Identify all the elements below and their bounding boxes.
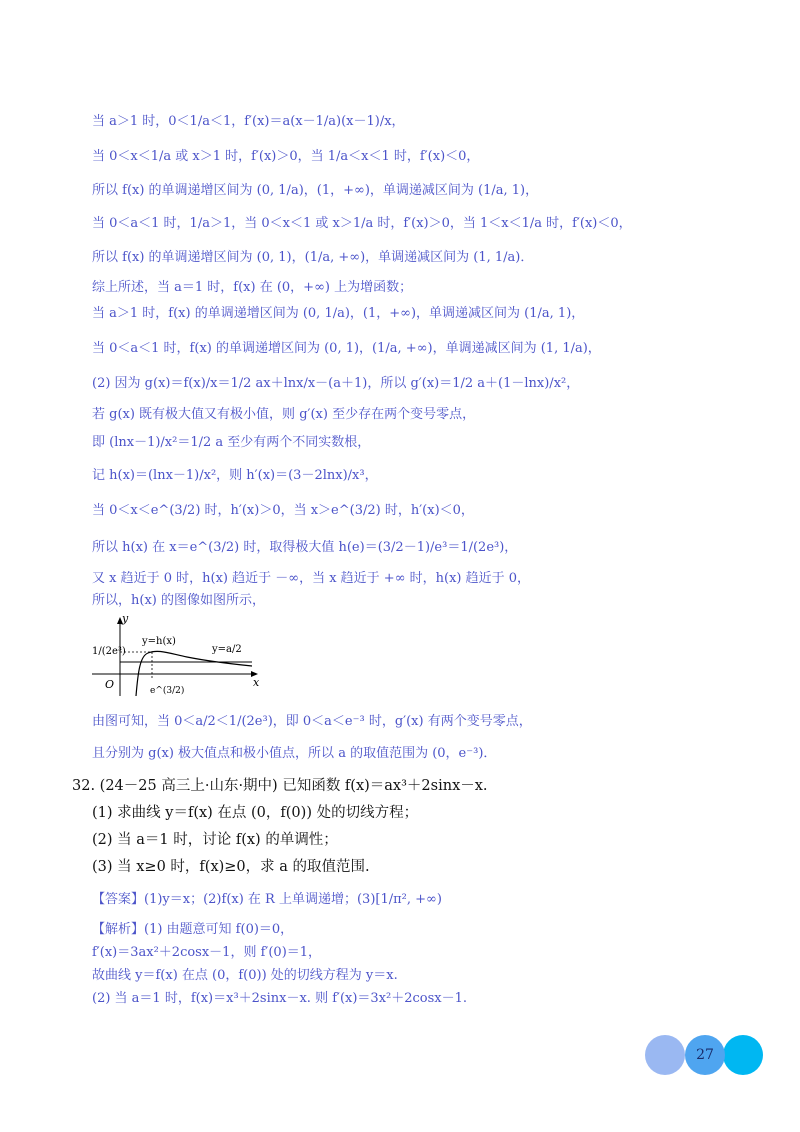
- analysis-line: 【解析】(1) 由题意可知 f(0)＝0，: [92, 922, 294, 937]
- line-label: y=a/2: [212, 644, 242, 655]
- question-part: (2) 当 a＝1 时，讨论 f(x) 的单调性；: [92, 832, 338, 848]
- solution-line: 所以 f(x) 的单调递增区间为 (0, 1)，(1/a, +∞)，单调递减区间为 (1, 1/a)．: [92, 250, 534, 265]
- solution-line: 若 g(x) 既有极大值又有极小值，则 g′(x) 至少存在两个变号零点，: [92, 407, 476, 422]
- question-part: (3) 当 x≥0 时，f(x)≥0，求 a 的取值范围.: [92, 859, 370, 875]
- solution-line: 且分别为 g(x) 极大值点和极小值点，所以 a 的取值范围为 (0，e⁻³)．: [92, 746, 497, 761]
- pager-circle-right: [723, 1035, 763, 1075]
- solution-line: 当 a＞1 时，0＜1/a＜1，f′(x)＝a(x－1/a)(x－1)/x，: [92, 114, 405, 129]
- solution-line: (2) 因为 g(x)＝f(x)/x＝1/2 ax＋lnx/x－(a＋1)，所以 g′(x)＝1/2 a＋(1－lnx)/x²，: [92, 376, 580, 391]
- origin-label: O: [105, 678, 115, 691]
- analysis-line: (2) 当 a＝1 时，f(x)＝x³＋2sinx－x. 则 f′(x)＝3x²＋2cosx－1.: [92, 991, 468, 1006]
- question-part: (1) 求曲线 y＝f(x) 在点 (0，f(0)) 处的切线方程；: [92, 805, 419, 821]
- x-tick-label: e^(3/2): [150, 686, 185, 696]
- question-header: 32. (24－25 高三上·山东·期中) 已知函数 f(x)＝ax³＋2sinx－x.: [72, 778, 488, 794]
- solution-line: 由图可知，当 0＜a/2＜1/(2e³)，即 0＜a＜e⁻³ 时，g′(x) 有两个变号零点，: [92, 714, 532, 729]
- page-number: 27: [696, 1047, 714, 1063]
- solution-line: 所以 f(x) 的单调递增区间为 (0, 1/a)，(1，+∞)，单调递减区间为 (1/a, 1)，: [92, 183, 539, 198]
- solution-line: 当 a＞1 时，f(x) 的单调递增区间为 (0, 1/a)，(1，+∞)，单调递减区间为 (1/a, 1)，: [92, 306, 585, 321]
- solution-line: 综上所述，当 a＝1 时，f(x) 在 (0，+∞) 上为增函数；: [92, 280, 413, 295]
- solution-line: 所以，h(x) 的图像如图所示，: [92, 593, 265, 608]
- solution-line: 即 (lnx－1)/x²＝1/2 a 至少有两个不同实数根，: [92, 435, 371, 450]
- analysis-line: f′(x)＝3ax²＋2cosx－1，则 f′(0)＝1，: [92, 945, 322, 960]
- function-graph: [92, 612, 264, 698]
- solution-line: 当 0＜a＜1 时，1/a＞1，当 0＜x＜1 或 x＞1/a 时，f′(x)＞0，当 1＜x＜1/a 时，f′(x)＜0，: [92, 216, 632, 231]
- y-axis-label: y: [122, 612, 129, 625]
- max-value-label: 1/(2e³): [92, 646, 126, 657]
- pager-circle-left: [645, 1035, 685, 1075]
- answer-line: 【答案】(1)y＝x；(2)f(x) 在 R 上单调递增；(3)[1/π², +∞): [92, 892, 442, 907]
- solution-line: 当 0＜x＜e^(3/2) 时，h′(x)＞0，当 x＞e^(3/2) 时，h′(x)＜0，: [92, 503, 474, 518]
- curve-label: y=h(x): [142, 636, 176, 647]
- solution-line: 当 0＜x＜1/a 或 x＞1 时，f′(x)＞0，当 1/a＜x＜1 时，f′(x)＜0，: [92, 149, 480, 164]
- solution-line: 又 x 趋近于 0 时，h(x) 趋近于 －∞，当 x 趋近于 +∞ 时，h(x) 趋近于 0，: [92, 571, 531, 586]
- analysis-line: 故曲线 y＝f(x) 在点 (0，f(0)) 处的切线方程为 y＝x.: [92, 968, 398, 983]
- solution-line: 所以 h(x) 在 x＝e^(3/2) 时，取得极大值 h(e)＝(3/2－1)/e³＝1/(2e³)，: [92, 540, 518, 555]
- graph-svg: [92, 612, 264, 698]
- x-axis-label: x: [253, 676, 260, 689]
- solution-line: 当 0＜a＜1 时，f(x) 的单调递增区间为 (0, 1)，(1/a, +∞)，单调递减区间为 (1, 1/a)，: [92, 341, 601, 356]
- solution-line: 记 h(x)＝(lnx－1)/x²，则 h′(x)＝(3－2lnx)/x³，: [92, 468, 378, 483]
- page-number-badge: [645, 1034, 765, 1076]
